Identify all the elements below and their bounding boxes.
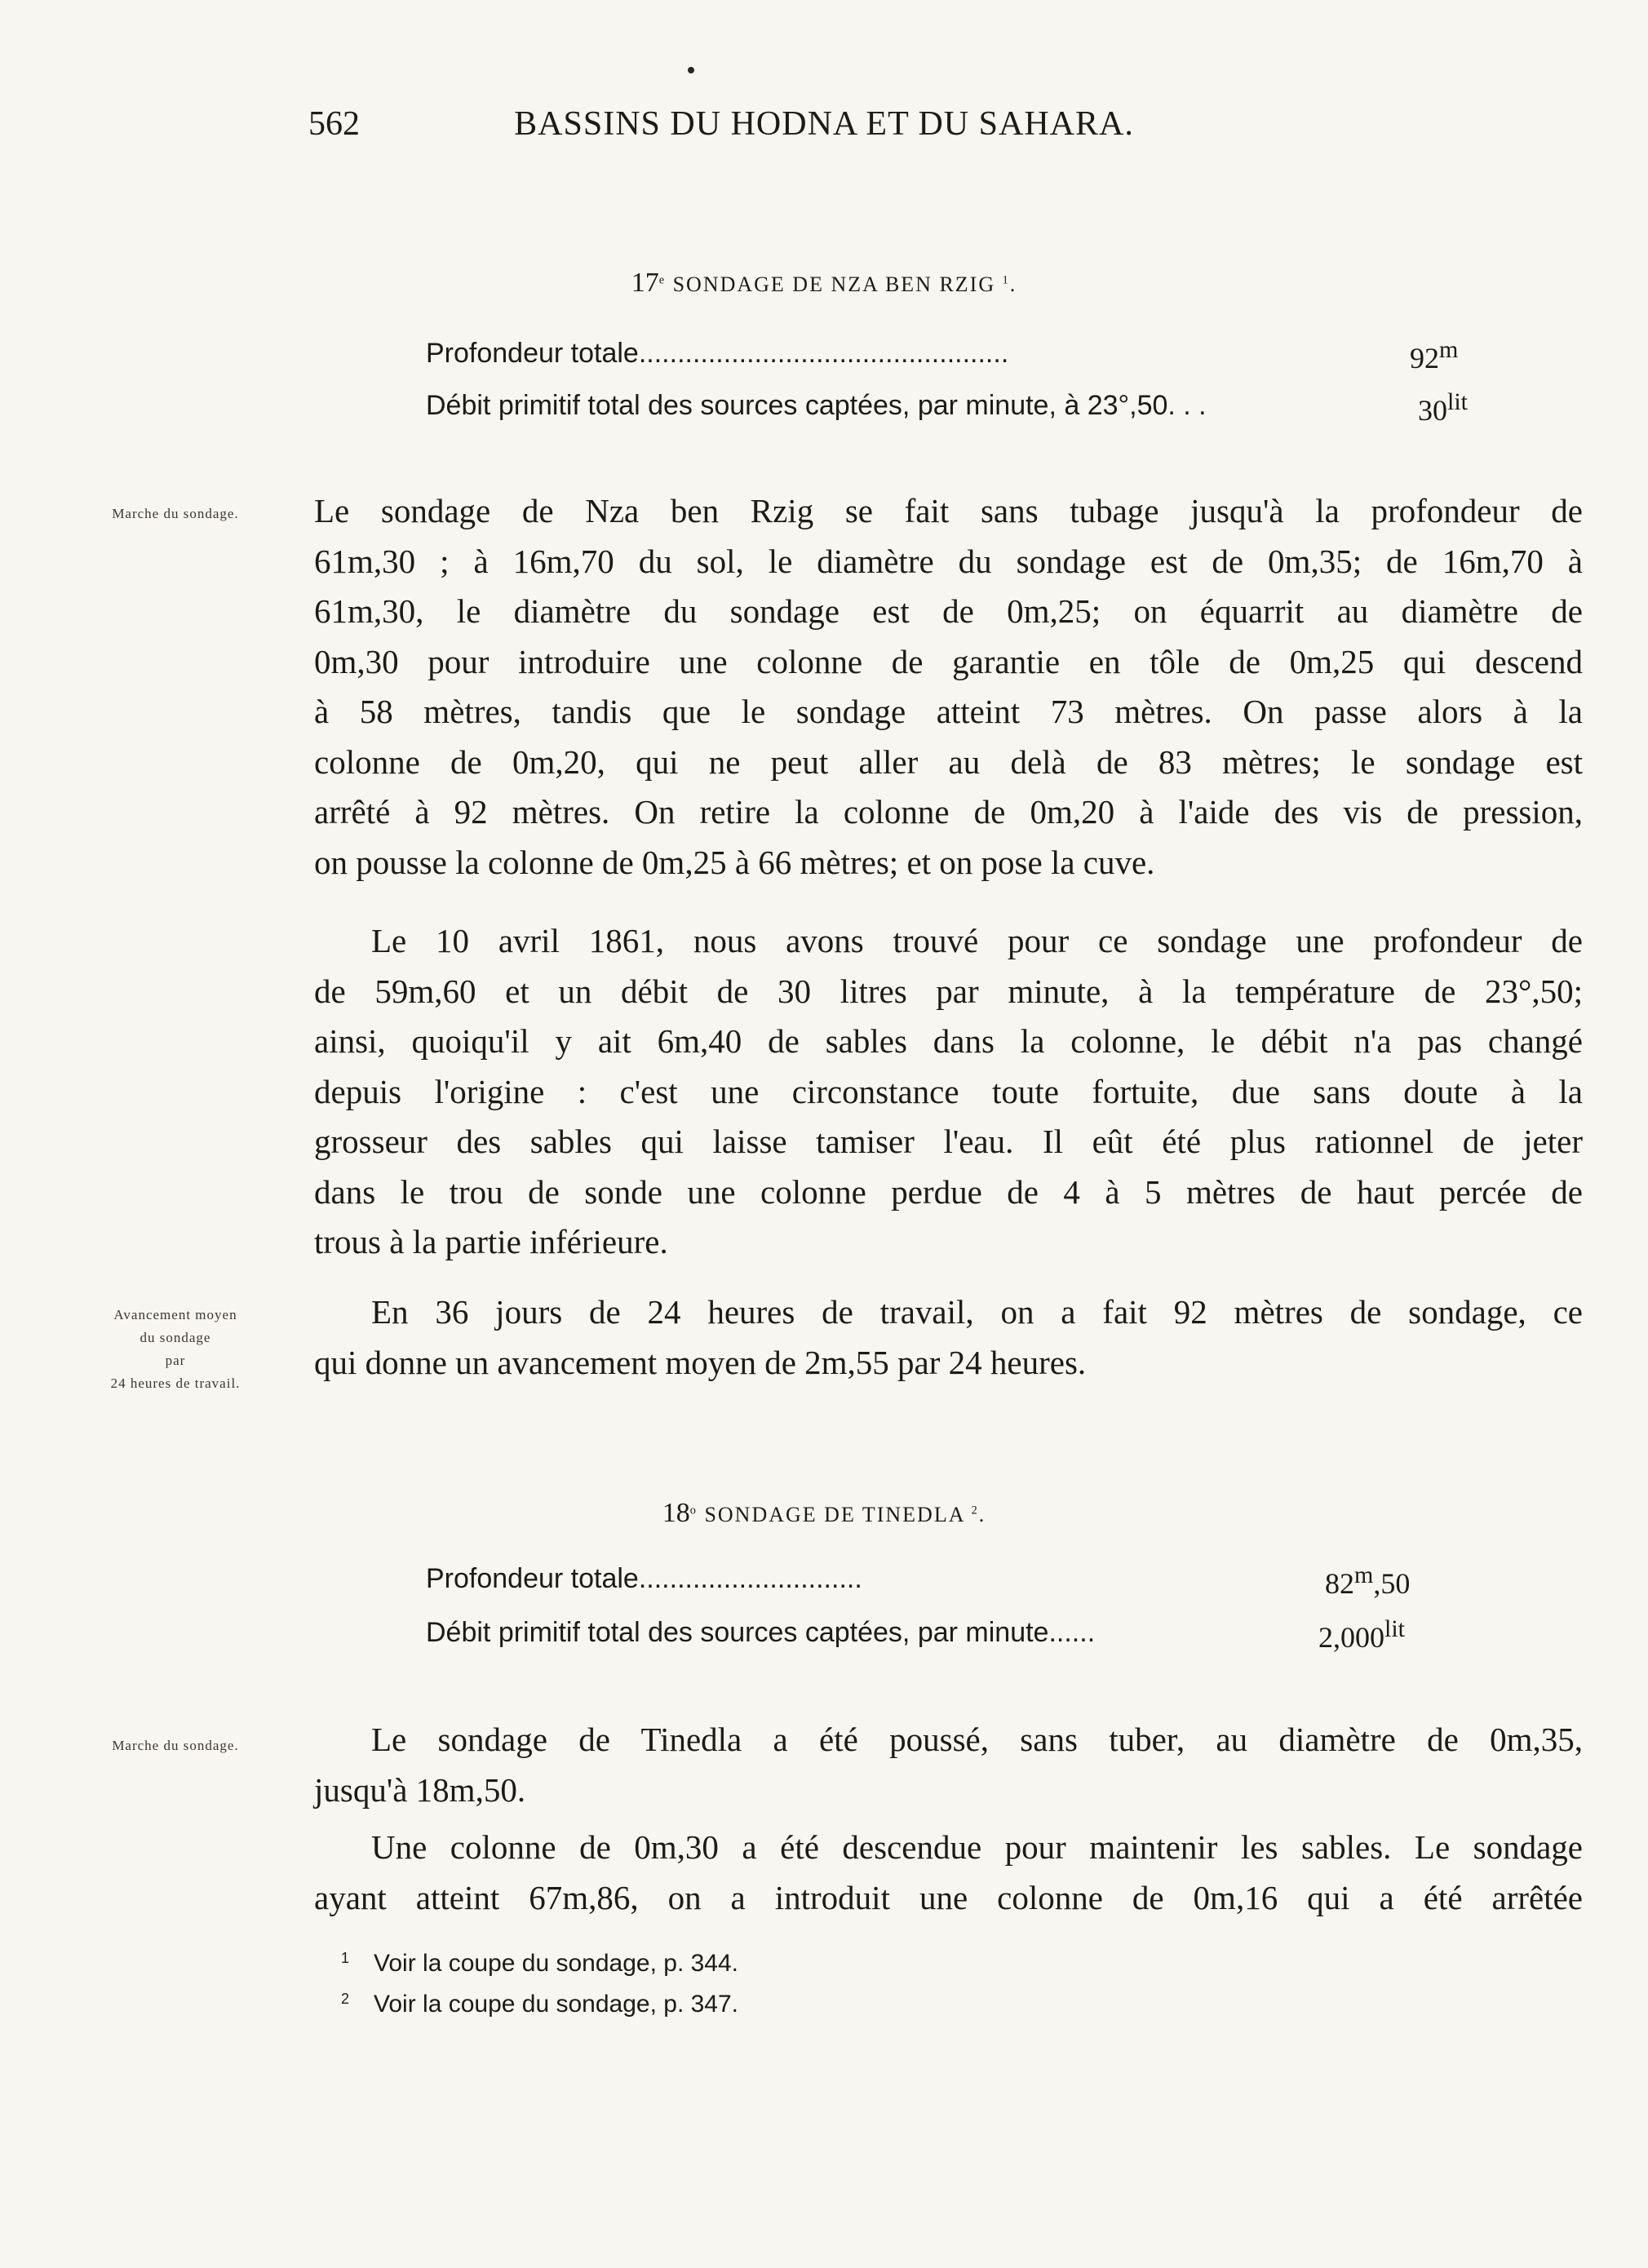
spec-17-flow-label: Débit primitif total des sources captées, par minute, à 23°,50. . . <box>426 390 1207 421</box>
footnote-1-mark: 1 <box>341 1950 350 1966</box>
footnote-1-text: Voir la coupe du sondage, p. 344. <box>374 1950 739 1977</box>
margin-note-marche-2: Marche du sondage. <box>112 1738 239 1753</box>
footnote-2-mark: 2 <box>341 1991 350 2007</box>
text-line: arrêté à 92 mètres. On retire la colonne de 0m,20 à l'aide des vis de pression, <box>314 793 1583 831</box>
section-17-note-ref: 1 <box>1002 273 1010 287</box>
spec-18-flow-value <box>1318 1615 1405 1654</box>
spec-18-depth-unit: m <box>1354 1561 1374 1588</box>
margin-note-avancement-line1: Avancement moyen <box>113 1307 237 1322</box>
spec-17-depth <box>426 338 1008 370</box>
text-line: 0m,30 pour introduire une colonne de garantie en tôle de 0m,25 qui descend <box>314 642 1583 680</box>
margin-note-avancement-line3: par <box>165 1353 186 1368</box>
spec-17-depth-number: 92 <box>1410 342 1439 374</box>
section-18-note-ref: 2 <box>971 1504 979 1517</box>
text-line: 61m,30 ; à 16m,70 du sol, le diamètre du sondage est de 0m,35; de 16m,70 à <box>314 542 1583 580</box>
spec-18-flow-unit: lit <box>1384 1615 1406 1642</box>
section-17-title: SONDAGE DE NZA BEN RZIG <box>672 272 996 296</box>
section-17-ordinal: e <box>658 273 667 287</box>
footnote-2-text: Voir la coupe du sondage, p. 347. <box>374 1991 739 2018</box>
spec-17-flow-number: 30 <box>1418 394 1447 427</box>
section-18-heading: 18$^o$ SONDAGE DE TINEDLA $^2$. <box>662 1498 986 1528</box>
paragraph-3 <box>314 1287 1583 1388</box>
text-line: ainsi, quoiqu'il y ait 6m,40 de sables dans la colonne, le débit n'a pas changé <box>314 1022 1583 1060</box>
section-18-number: 18 <box>662 1498 690 1528</box>
paragraph-5 <box>314 1823 1583 1923</box>
paragraph-4 <box>314 1715 1583 1815</box>
spec-17-depth-unit: m <box>1439 336 1459 363</box>
paragraph-1 <box>314 486 1583 888</box>
section-18-ordinal: o <box>689 1504 698 1517</box>
spec-18-depth-dots: ............................. <box>638 1563 862 1594</box>
text-line: de 59m,60 et un débit de 30 litres par minute, à la température de 23°,50; <box>314 972 1583 1010</box>
text-line: trous à la partie inférieure. <box>314 1223 668 1260</box>
spec-17-depth-label: Profondeur totale <box>426 338 639 369</box>
margin-note-avancement-line2: du sondage <box>140 1330 211 1345</box>
margin-note-avancement-line4: 24 heures de travail. <box>110 1375 241 1391</box>
text-line: Le sondage de Tinedla a été poussé, sans tuber, au diamètre de 0m,35, <box>371 1721 1583 1758</box>
footnote-1 <box>341 1950 738 1978</box>
spec-18-depth <box>426 1563 862 1595</box>
margin-note-avancement <box>41 1304 310 1395</box>
ink-mark <box>688 67 694 73</box>
spec-17-flow-unit: lit <box>1447 388 1469 415</box>
page-number: 562 <box>308 105 360 143</box>
text-line: à 58 mètres, tandis que le sondage atteint 73 mètres. On passe alors à la <box>314 693 1583 730</box>
text-line: 61m,30, le diamètre du sondage est de 0m,25; on équarrit au diamètre de <box>314 592 1583 630</box>
text-line: qui donne un avancement moyen de 2m,55 par 24 heures. <box>314 1343 1087 1381</box>
spec-17-depth-dots: ................................................ <box>638 338 1009 369</box>
spec-17-flow-value <box>1418 388 1468 427</box>
text-line: Le 10 avril 1861, nous avons trouvé pour ce sondage une profondeur de <box>371 922 1583 959</box>
text-line: colonne de 0m,20, qui ne peut aller au delà de 83 mètres; le sondage est <box>314 742 1583 781</box>
section-17-number: 17 <box>631 268 659 298</box>
text-line: jusqu'à 18m,50. <box>314 1770 526 1809</box>
spec-17-depth-value <box>1410 336 1458 375</box>
text-line: on pousse la colonne de 0m,25 à 66 mètres; et on pose la cuve. <box>314 843 1155 881</box>
text-line: Le sondage de Nza ben Rzig se fait sans tubage jusqu'à la profondeur de <box>314 492 1583 529</box>
section-18-title: SONDAGE DE TINEDLA <box>704 1503 965 1526</box>
section-17-heading: 17e SONDAGE DE NZA BEN RZIG $^1$. <box>631 268 1017 298</box>
running-title: BASSINS DU HODNA ET DU SAHARA. <box>514 105 1134 143</box>
text-line: depuis l'origine : c'est une circonstance toute fortuite, due sans doute à la <box>314 1072 1583 1110</box>
text-line: Une colonne de 0m,30 a été descendue pour maintenir les sables. Le sondage <box>371 1828 1583 1866</box>
margin-note-marche-1: Marche du sondage. <box>112 506 239 521</box>
spec-18-depth-number: 82 <box>1325 1567 1354 1600</box>
text-line: dans le trou de sonde une colonne perdue de 4 à 5 mètres de haut percée de <box>314 1172 1583 1211</box>
spec-18-depth-value <box>1325 1561 1410 1601</box>
spec-18-flow-number: 2,000 <box>1318 1621 1384 1654</box>
spec-18-depth-decimal: ,50 <box>1373 1567 1411 1600</box>
spec-18-flow-label: Débit primitif total des sources captées, par minute...... <box>426 1617 1096 1648</box>
spec-18-depth-label: Profondeur totale <box>426 1563 639 1594</box>
text-line: ayant atteint 67m,86, on a introduit une colonne de 0m,16 qui a été arrêtée <box>314 1878 1583 1916</box>
text-line: grosseur des sables qui laisse tamiser l'eau. Il eût été plus rationnel de jeter <box>314 1123 1583 1160</box>
text-line: En 36 jours de 24 heures de travail, on a fait 92 mètres de sondage, ce <box>371 1293 1583 1331</box>
footnote-2 <box>341 1991 738 2018</box>
paragraph-2 <box>314 916 1583 1268</box>
